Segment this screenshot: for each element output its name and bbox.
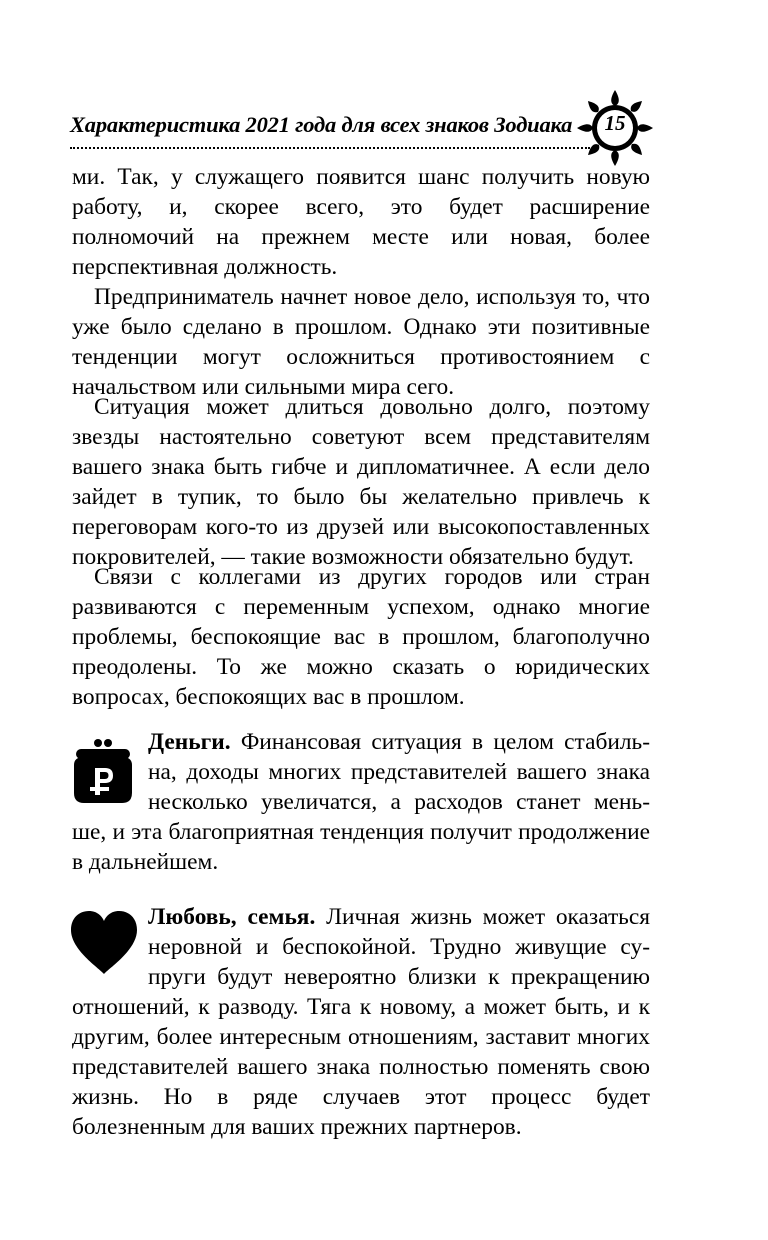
- paragraph-3: Ситуация может длиться довольно долго, поэтому звезды настоятельно советуют всем представителям вашего знака быть гибче и дипломатичнее. А если дело зайдет в тупик, то было бы желательно привлечь к переговорам кого-то из друзей или высокопоставленных покровителей, — такие возможности обязательно будут.: [72, 394, 650, 570]
- money-paragraph-rest: ше, и эта благоприятная тенденция получит продолжение в дальнейшем.: [72, 819, 650, 875]
- love-line-3: пруги будут невероятно близки к прекращению: [148, 964, 650, 990]
- paragraph-4: Связи с коллегами из других городов или стран развиваются с переменным успехом, однако многие проблемы, беспокоящие вас в прошлом, благополучно преодолены. То же можно сказать о юридических вопросах, беспокоящих вас в прошлом.: [72, 564, 650, 710]
- love-line-1: Любовь, семья. Личная жизнь может оказаться: [148, 904, 650, 930]
- page-number: 15: [604, 111, 626, 135]
- page-number-badge: [575, 88, 655, 168]
- money-line-3: несколько увеличатся, а расходов станет мень-: [148, 789, 650, 815]
- header-divider: [70, 142, 590, 149]
- money-line-2: на, доходы многих представителей вашего знака: [148, 759, 650, 785]
- paragraph-1: ми. Так, у служащего появится шанс получить новую работу, и, скорее всего, это будет расширение полномочий на прежнем месте или новая, более перспективная должность.: [72, 164, 650, 280]
- running-header: [70, 112, 590, 142]
- love-line-2: неровной и беспокойной. Трудно живущие су-: [148, 934, 650, 960]
- heart-icon: [69, 910, 139, 976]
- paragraph-2: Предприниматель начнет новое дело, используя то, что уже было сделано в прошлом. Однако эти позитивные тенденции могут осложниться противостоянием с начальством или сильными мира сего.: [72, 284, 650, 400]
- love-paragraph-rest: отношений, к разводу. Тяга к новому, а может быть, и к другим, более интересным отношениям, заставит многих представителей вашего знака полностью поменять свою жизнь. Но в ряде случаев этот процесс будет болезненным для ваших прежних партнеров.: [72, 994, 650, 1140]
- love-heading: Любовь, семья.: [148, 904, 316, 930]
- wallet-ruble-icon: [70, 735, 136, 805]
- header-title: Характеристика 2021 года для всех знаков Зодиака: [70, 112, 573, 137]
- money-line-1: Деньги. Финансовая ситуация в целом стабиль-: [148, 729, 650, 755]
- money-heading: Деньги.: [148, 729, 231, 755]
